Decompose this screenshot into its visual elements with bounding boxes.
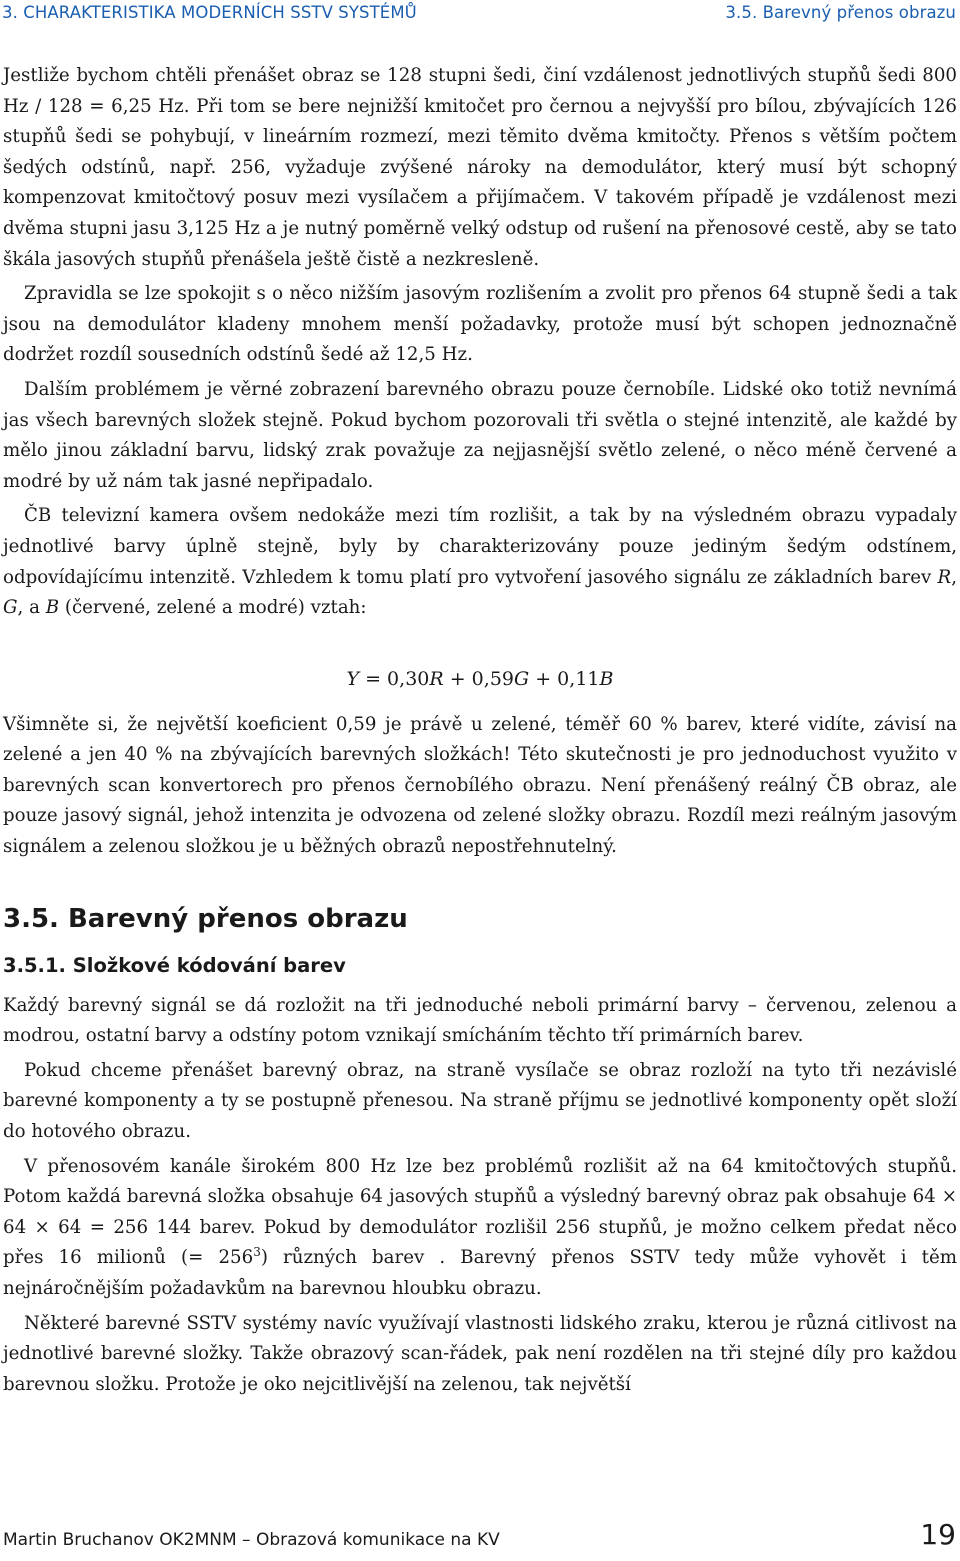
eq-g: G [514, 667, 530, 690]
header-section: 3.5. Barevný přenos obrazu [725, 3, 956, 22]
page-number: 19 [920, 1518, 956, 1551]
math-var-b: B [45, 597, 60, 619]
text-run: , a [17, 597, 46, 619]
text-run: V přenosovém kanále širokém 800 Hz lze bez problémů rozlišit až na 64 kmitočtových stupňů. Potom každá barevná složka obsahuje 64 jasových stupňů a výsledný barevný obraz pak obsahuje 64 × 64 × 64 = 256 144 barev. Pokud by demodulátor rozlišil 256 stupňů, je možno celkem předat něco přes 16 milionů (= 256 [3, 1155, 957, 1269]
paragraph-800hz [3, 1152, 957, 1305]
footer-author: Martin Bruchanov OK2MNM – Obrazová komunikace na KV [3, 1530, 500, 1550]
eq-part: + 0,11 [529, 667, 600, 690]
eq-r: R [429, 667, 444, 690]
paragraph-bw-problem: Dalším problémem je věrné zobrazení barevného obrazu pouze černobíle. Lidské oko totiž nevnímá jas všech barevných složek stejně. Pokud bychom pozorovali tři světla o stejné intenzitě, ale každé by mělo jinou základní barvu, lidský zrak považuje za nejjasnější světlo zelené, o něco méně červené a modré by už nám tak jasné nepřipadalo. [3, 378, 957, 492]
eq-b: B [599, 667, 614, 690]
eq-y: Y [346, 667, 360, 690]
paragraph-transmit-components: Pokud chceme přenášet barevný obraz, na straně vysílače se obraz rozloží na tyto tři nezávislé barevné komponenty a ty se postupně přenesou. Na straně příjmu se jednotlivé komponenty opět složí do hotového obrazu. [3, 1059, 957, 1143]
text-run: ) různých barev . Barevný přenos SSTV tedy může vyhovět i těm nejnáročnějším požadavkům na barevnou hloubku obrazu. [3, 1247, 957, 1299]
subsection-heading: 3.5.1. Složkové kódování barev [3, 953, 346, 977]
section-heading: 3.5. Barevný přenos obrazu [3, 903, 408, 934]
paragraph-cb-camera [3, 501, 957, 623]
header-chapter: 3. CHARAKTERISTIKA MODERNÍCH SSTV SYSTÉMŮ [2, 3, 417, 22]
paragraph-primary-colors: Každý barevný signál se dá rozložit na tři jednoduché neboli primární barvy – červenou, zelenou a modrou, ostatní barvy a odstíny potom vznikají smícháním těchto tří primárních barev. [3, 994, 957, 1047]
math-var-g: G [3, 597, 18, 619]
paragraph-green-coefficient: Všimněte si, že největší koeficient 0,59 je právě u zelené, téměř 60 % barev, které vidíte, závisí na zelené a jen 40 % na zbývajících barevných složkách! Této skutečnosti je pro jednoduchost využito v barevných scan konvertorech pro přenos černobílého obrazu. Není přenášený reálný ČB obraz, ale pouze jasový signál, jehož intenzita je odvozena od zelené složky obrazu. Rozdíl mezi reálným jasovým signálem a zelenou složkou je u běžných obrazů nepostřehnutelný. [3, 713, 957, 858]
math-var-r: R [937, 566, 952, 588]
page-body [3, 61, 957, 1404]
paragraph-gray-levels: Jestliže bychom chtěli přenášet obraz se 128 stupni šedi, činí vzdálenost jednotlivých stupňů šedi 800 Hz / 128 = 6,25 Hz. Při tom se bere nejnižší kmitočet pro černou a nejvyšší pro bílou, zbývajících 126 stupňů šedi se pohybují, v lineárním rozmezí, mezi těmito dvěma kmitočty. Přenos s větším počtem šedých odstínů, např. 256, vyžaduje zvýšené nároky na demodulátor, který musí být schopný kompenzovat kmitočtový posuv mezi vysílačem a přijímačem. V takovém případě je vzdálenost mezi dvěma stupni jasu 3,125 Hz a je nutný poměrně velký odstup od rušení na přenosové cestě, aby se tato škála jasových stupňů přenášela ještě čistě a nezkresleně. [3, 65, 957, 270]
text-run: , [951, 566, 957, 588]
luminance-equation [3, 664, 957, 694]
paragraph-sstv-systems: Některé barevné SSTV systémy navíc využívají vlastnosti lidského zraku, kterou je různá citlivost na jednotlivé barevné složky. Takže obrazový scan-řádek, pak není rozdělen na tři stejné díly pro každou barevnou složku. Protože je oko nejcitlivější na zelenou, tak největší [3, 1312, 957, 1395]
eq-part: + 0,59 [443, 667, 514, 690]
text-run: (červené, zelené a modré) vztah: [59, 597, 367, 619]
eq-part: = 0,30 [359, 667, 430, 690]
exponent: 3 [253, 1245, 261, 1260]
paragraph-64-levels: Zpravidla se lze spokojit s o něco nižším jasovým rozlišením a zvolit pro přenos 64 stupně šedi a tak jsou na demodulátor kladeny mnohem menší požadavky, protože musí být schopen jednoznačně dodržet rozdíl sousedních odstínů šedé až 12,5 Hz. [3, 283, 957, 366]
text-run: ČB televizní kamera ovšem nedokáže mezi tím rozlišit, a tak by na výsledném obrazu vypadaly jednotlivé barvy úplně stejně, byly by charakterizovány pouze jediným šedým odstínem, odpovídajícímu intenzitě. Vzhledem k tomu platí pro vytvoření jasového signálu ze základních barev [3, 505, 957, 588]
